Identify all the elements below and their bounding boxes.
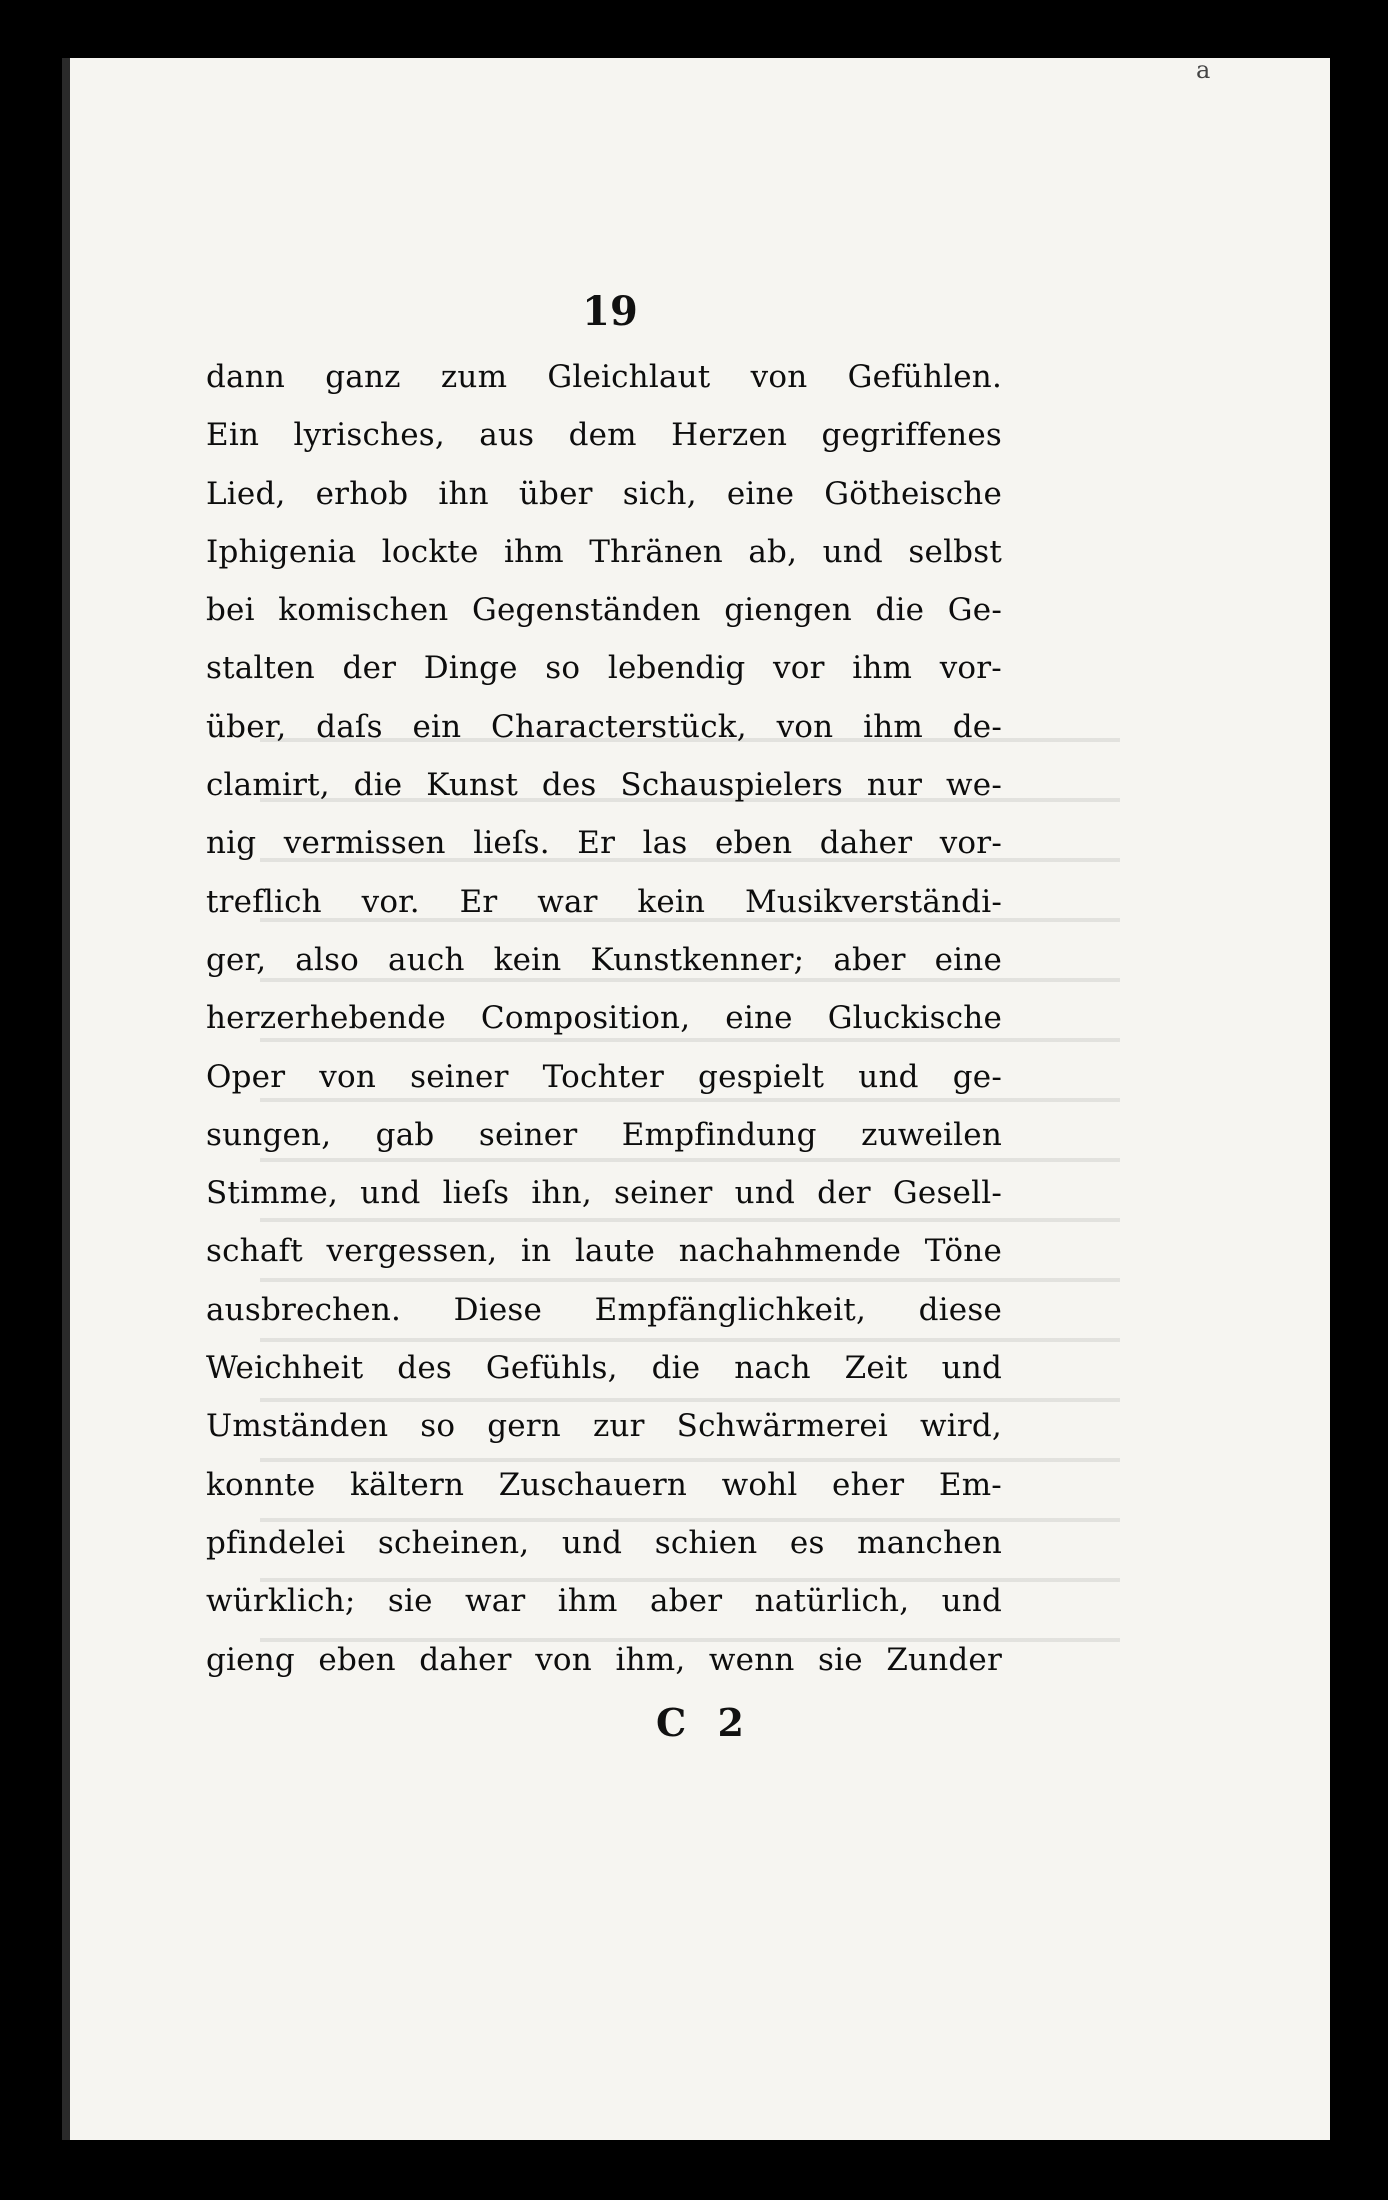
text-line: ger, also auch kein Kunstkenner; aber eine	[206, 941, 1002, 978]
text-line: herzerhebende Composition, eine Gluckische	[206, 1000, 1002, 1037]
text-line: Iphigenia lockte ihm Thränen ab, und selbst	[206, 533, 1002, 570]
text-line: konnte kältern Zuschauern wohl eher Em-	[206, 1466, 1002, 1503]
text-line: Oper von seiner Tochter gespielt und ge-	[206, 1058, 1002, 1095]
text-line: Umständen so gern zur Schwärmerei wird,	[206, 1408, 1002, 1445]
signature-mark: C 2	[656, 1700, 744, 1745]
text-line: Lied, erhob ihn über sich, eine Götheische	[206, 475, 1002, 512]
text-line: Stimme, und lieſs ihn, seiner und der Gesell-	[206, 1175, 1002, 1212]
text-line: stalten der Dinge so lebendig vor ihm vor-	[206, 650, 1002, 687]
text-line: dann ganz zum Gleichlaut von Gefühlen.	[206, 359, 1002, 395]
text-line: treflich vor. Er war kein Musikverständi-	[206, 883, 1002, 920]
body-text	[206, 348, 1002, 1689]
text-line: gieng eben daher von ihm, wenn sie Zunder	[206, 1641, 1002, 1678]
text-line: sungen, gab seiner Empfindung zuweilen	[206, 1116, 1002, 1153]
text-line: über, daſs ein Characterstück, von ihm de-	[206, 708, 1002, 745]
text-line: clamirt, die Kunst des Schauspielers nur we-	[206, 767, 1002, 804]
corner-mark: a	[1196, 56, 1211, 84]
text-line: nig vermissen lieſs. Er las eben daher vor-	[206, 825, 1002, 862]
page-number: 19	[582, 288, 638, 335]
text-line: Weichheit des Gefühls, die nach Zeit und	[206, 1350, 1002, 1387]
text-line: würklich; sie war ihm aber natürlich, und	[206, 1583, 1002, 1620]
text-line: bei komischen Gegenständen giengen die Ge-	[206, 592, 1002, 629]
text-line: schaft vergessen, in laute nachahmende Töne	[206, 1233, 1002, 1270]
text-line: ausbrechen. Diese Empfänglichkeit, diese	[206, 1291, 1002, 1328]
text-line: pfindelei scheinen, und schien es manchen	[206, 1524, 1002, 1561]
text-line: Ein lyrisches, aus dem Herzen gegriffenes	[206, 417, 1002, 454]
